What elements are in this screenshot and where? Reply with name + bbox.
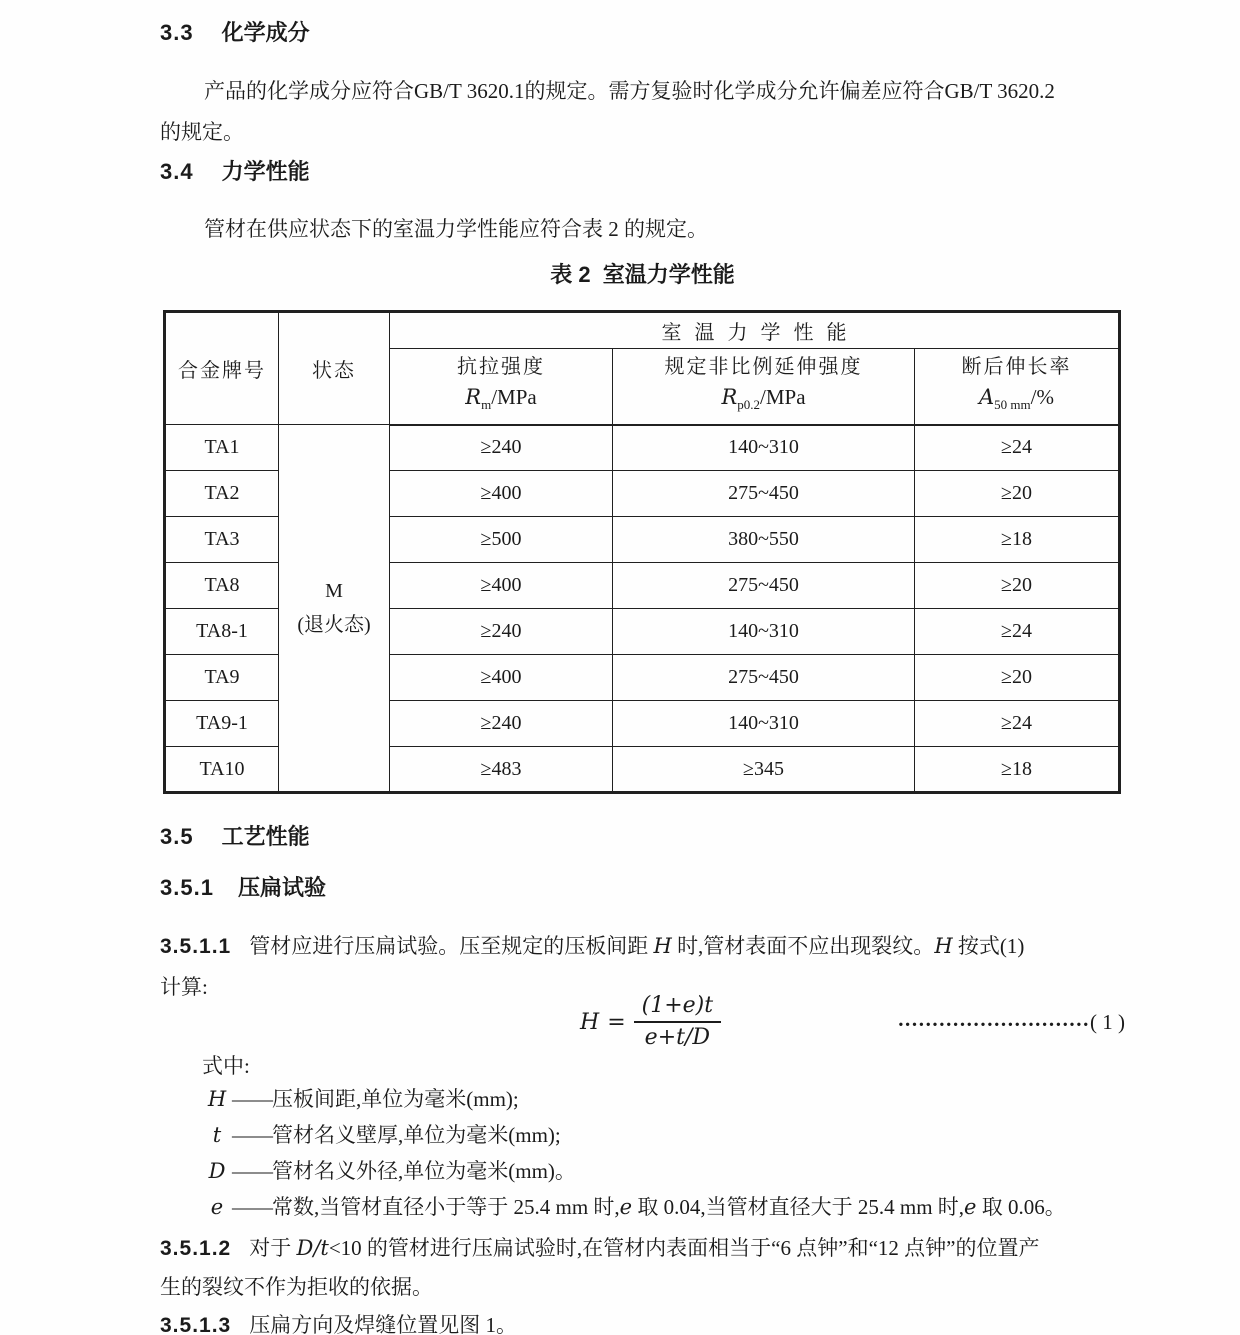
- variable-D-over-t: D/t: [296, 1236, 329, 1260]
- paragraph-line: 产品的化学成分应符合GB/T 3620.1的规定。需方复验时化学成分允许偏差应符合GB/T 3620.2: [204, 79, 1055, 103]
- state-cell: [279, 425, 390, 793]
- column-header-tensile-strength: [390, 349, 613, 425]
- tensile-strength-cell: ≥400: [390, 655, 613, 701]
- clause-number: 3.5.1.3: [160, 1314, 232, 1335]
- variable-H: H: [934, 934, 953, 958]
- definition-text: 取 0.06。: [976, 1195, 1066, 1219]
- table-row: [165, 425, 1120, 471]
- section-number: 3.4: [160, 159, 194, 184]
- section-number: 3.3: [160, 20, 194, 45]
- proof-strength-cell: 140~310: [613, 425, 915, 471]
- proof-strength-cell: 275~450: [613, 563, 915, 609]
- symbol-unit: /MPa: [760, 385, 806, 410]
- proof-strength-cell: ≥345: [613, 747, 915, 793]
- definition-dash: ——: [232, 1087, 272, 1111]
- elongation-cell: ≥20: [915, 471, 1120, 517]
- symbol-R: R: [465, 385, 482, 410]
- section-title: 工艺性能: [221, 824, 310, 849]
- definition-text: 取 0.04,当管材直径大于 25.4 mm 时,: [632, 1195, 965, 1219]
- section-heading-3-4: [160, 159, 1125, 184]
- section-heading-3-3: [160, 20, 1125, 45]
- symbol-R: R: [721, 385, 738, 410]
- equation-number: ( 1 ): [1090, 1009, 1125, 1034]
- tensile-strength-cell: ≥240: [390, 425, 613, 471]
- section-title: 化学成分: [221, 20, 310, 45]
- paragraph-3-5-1-3: [160, 1312, 1125, 1335]
- section-heading-3-5-1: [160, 875, 1125, 900]
- alloy-grade-cell: TA8: [165, 563, 279, 609]
- tensile-strength-label: 抗拉强度: [457, 356, 545, 379]
- section-number: 3.5: [160, 824, 194, 849]
- symbol-unit: /MPa: [491, 385, 537, 410]
- column-header-alloy-grade: 合金牌号: [165, 312, 279, 425]
- tensile-strength-cell: ≥400: [390, 471, 613, 517]
- text-segment: 按式(1): [952, 934, 1025, 958]
- section-heading-3-5: [160, 824, 1125, 849]
- equals-sign: =: [607, 1009, 626, 1035]
- paragraph-line: 管材在供应状态下的室温力学性能应符合表 2 的规定。: [204, 217, 708, 241]
- fraction-numerator: (1+e)t: [634, 994, 721, 1023]
- variable-e: e: [619, 1195, 633, 1219]
- variable-e: e: [964, 1195, 977, 1219]
- elongation-cell: ≥20: [915, 655, 1120, 701]
- text-segment: 管材应进行压扁试验。压至规定的压板间距: [249, 934, 654, 958]
- alloy-grade-cell: TA1: [165, 425, 279, 471]
- definition-text: 压板间距,单位为毫米(mm);: [272, 1087, 519, 1111]
- elongation-symbol: [915, 382, 1118, 420]
- clause-number: 3.5.1.2: [160, 1237, 232, 1260]
- definition-dash: ——: [232, 1159, 272, 1183]
- variable-H: H: [653, 934, 672, 958]
- proof-strength-cell: 140~310: [613, 701, 915, 747]
- elongation-cell: ≥24: [915, 425, 1120, 471]
- alloy-grade-cell: TA8-1: [165, 609, 279, 655]
- proof-strength-label: 规定非比例延伸强度: [664, 356, 863, 379]
- variable-H: H: [580, 1009, 600, 1035]
- paragraph-line: 生的裂纹不作为拒收的依据。: [160, 1275, 433, 1299]
- paragraph-3-5-1-2: [160, 1229, 1125, 1306]
- paragraph-line: 计算:: [160, 975, 208, 999]
- alloy-grade-cell: TA2: [165, 471, 279, 517]
- proof-strength-symbol: [613, 382, 914, 420]
- alloy-grade-cell: TA3: [165, 517, 279, 563]
- column-header-elongation: [915, 349, 1120, 425]
- symbol-subscript: 50 mm: [994, 397, 1031, 413]
- tensile-strength-cell: ≥240: [390, 609, 613, 655]
- section-title: 力学性能: [221, 159, 310, 184]
- variable-H: H: [207, 1087, 227, 1111]
- column-header-group-room-temp-properties: 室温力学性能: [390, 312, 1120, 349]
- clause-number: 3.5.1.1: [160, 935, 232, 958]
- table-header-row-group: [165, 312, 1120, 349]
- paragraph-line: [160, 1229, 1125, 1268]
- elongation-cell: ≥24: [915, 701, 1120, 747]
- definition-e: [202, 1189, 1125, 1225]
- equation-1-expression: [580, 994, 721, 1050]
- state-annealed-label: (退火态): [297, 614, 371, 636]
- proof-strength-cell: 275~450: [613, 655, 915, 701]
- fraction-denominator: e+t/D: [644, 1025, 711, 1050]
- elongation-cell: ≥20: [915, 563, 1120, 609]
- paragraph-3-4: [160, 216, 1125, 242]
- section-title: 压扁试验: [237, 875, 326, 900]
- tensile-strength-cell: ≥240: [390, 701, 613, 747]
- definition-text: 管材名义壁厚,单位为毫米(mm);: [272, 1123, 561, 1147]
- symbol-subscript: m: [481, 397, 492, 413]
- variable-e: e: [210, 1195, 224, 1219]
- paragraph-3-3: [160, 71, 1125, 153]
- where-label: 式中:: [202, 1054, 250, 1078]
- variable-D: D: [208, 1159, 226, 1183]
- symbol-A: A: [979, 385, 995, 410]
- definition-D: [202, 1153, 1125, 1189]
- tensile-strength-symbol: [390, 382, 612, 420]
- paragraph-line: 的规定。: [160, 120, 244, 144]
- paragraph-line: [160, 926, 1125, 967]
- text-segment: 对于: [249, 1236, 297, 1260]
- tensile-strength-cell: ≥500: [390, 517, 613, 563]
- text-segment: 时,管材表面不应出现裂纹。: [671, 934, 935, 958]
- column-header-state: 状态: [279, 312, 390, 425]
- mechanical-properties-table: [163, 310, 1121, 794]
- alloy-grade-cell: TA10: [165, 747, 279, 793]
- proof-strength-cell: 380~550: [613, 517, 915, 563]
- definition-dash: ——: [232, 1123, 272, 1147]
- definition-H: [202, 1081, 1125, 1117]
- elongation-cell: ≥24: [915, 609, 1120, 655]
- definition-text: 管材名义外径,单位为毫米(mm)。: [272, 1159, 576, 1183]
- proof-strength-cell: 140~310: [613, 609, 915, 655]
- section-number: 3.5.1: [160, 875, 214, 900]
- equation-leader: [898, 1006, 1125, 1035]
- equation-1-row: [160, 993, 1125, 1051]
- fraction: [634, 994, 721, 1050]
- column-header-proof-strength: [613, 349, 915, 425]
- text-segment: <10 的管材进行压扁试验时,在管材内表面相当于“6 点钟”和“12 点钟”的位置产: [328, 1236, 1040, 1260]
- definition-text: 常数,当管材直径小于等于 25.4 mm 时,: [272, 1195, 620, 1219]
- state-value: [279, 577, 389, 639]
- proof-strength-cell: 275~450: [613, 471, 915, 517]
- dot-leader: ............................: [898, 1006, 1090, 1031]
- alloy-grade-cell: TA9-1: [165, 701, 279, 747]
- elongation-cell: ≥18: [915, 517, 1120, 563]
- symbol-unit: /%: [1030, 385, 1054, 410]
- symbol-subscript: p0.2: [737, 397, 761, 413]
- table-caption: 表 2 室温力学性能: [550, 262, 735, 287]
- tensile-strength-cell: ≥483: [390, 747, 613, 793]
- definition-t: [202, 1117, 1125, 1153]
- elongation-label: 断后伸长率: [961, 356, 1072, 379]
- definition-dash: ——: [232, 1195, 272, 1219]
- variable-t: t: [212, 1123, 222, 1147]
- elongation-cell: ≥18: [915, 747, 1120, 793]
- state-code: M: [325, 580, 343, 602]
- tensile-strength-cell: ≥400: [390, 563, 613, 609]
- text-segment: 压扁方向及焊缝位置见图 1。: [249, 1313, 517, 1335]
- alloy-grade-cell: TA9: [165, 655, 279, 701]
